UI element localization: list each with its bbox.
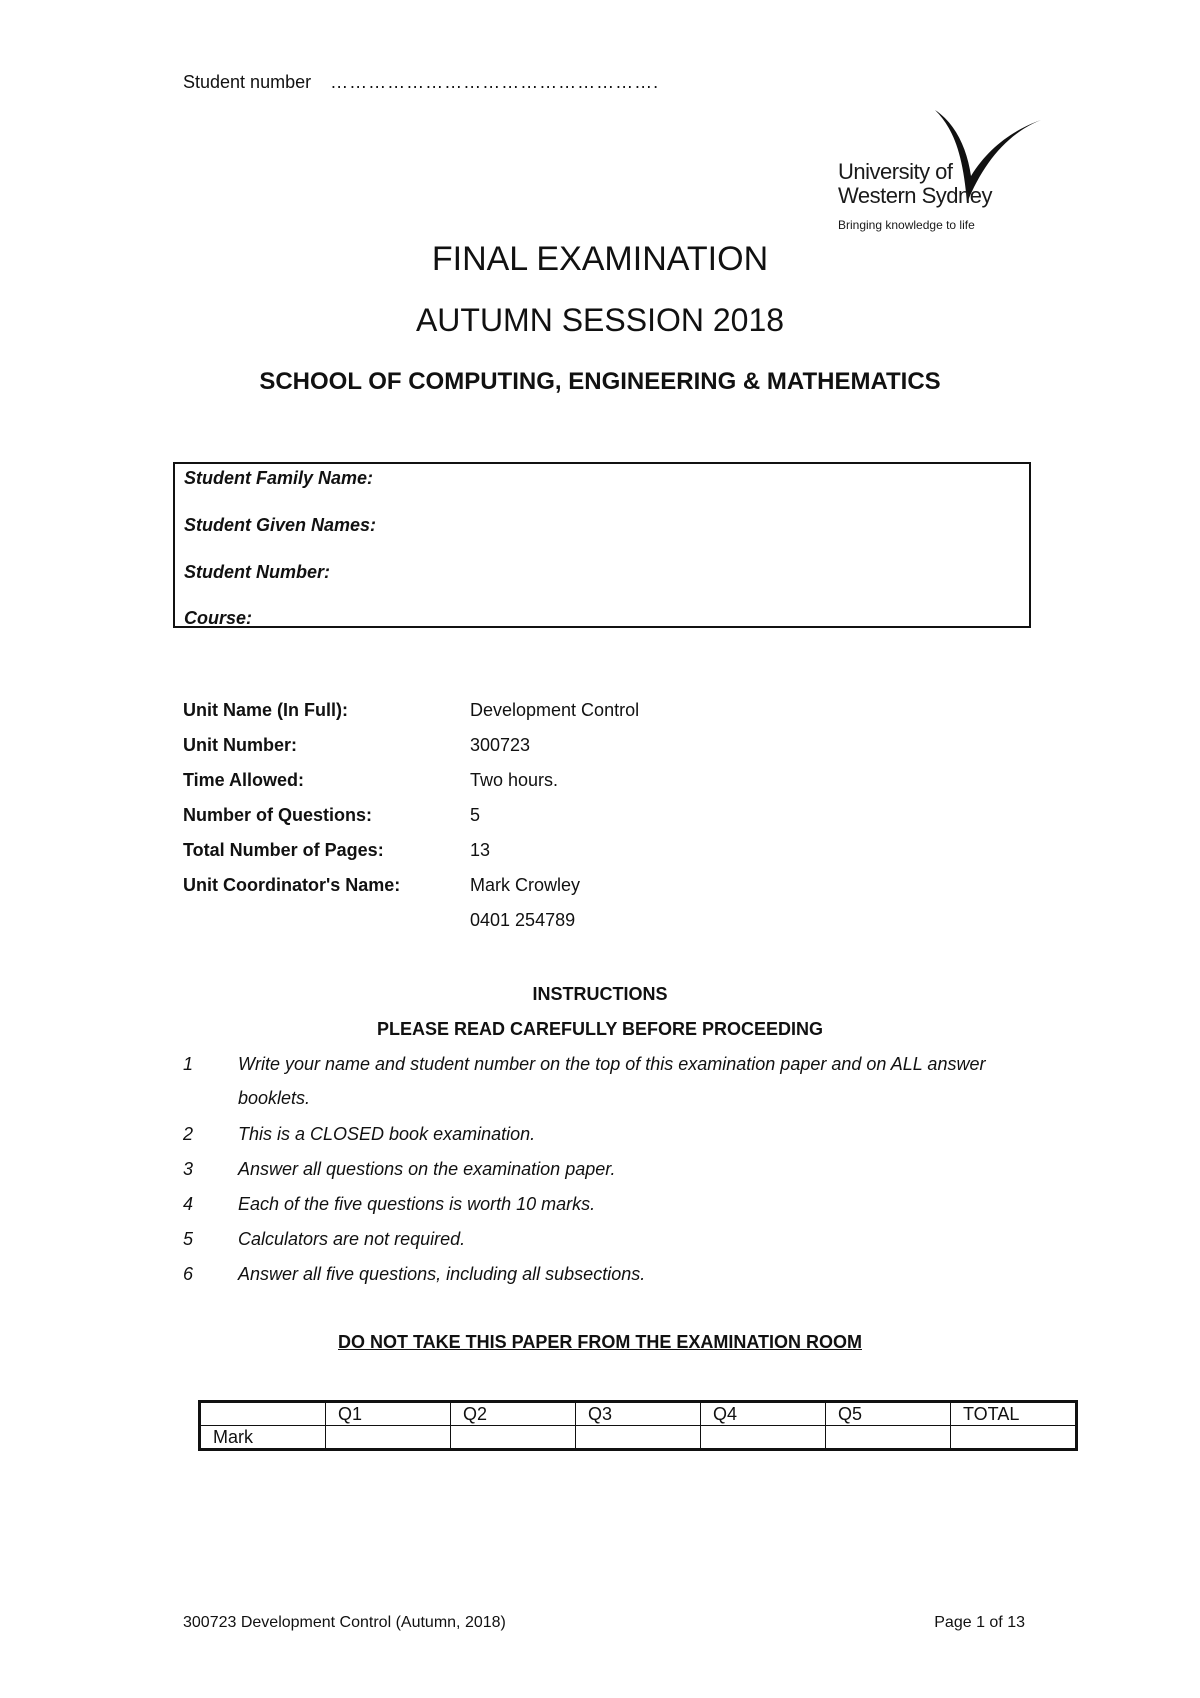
footer-page-number: Page 1 of 13 [934,1614,1025,1631]
student-given-names-label: Student Given Names: [184,515,377,535]
instruction-item [183,1222,1043,1256]
student-number-label-box: Student Number: [184,562,330,582]
university-name-line2: Western Sydney [838,183,993,208]
mark-table-header-cell: Q4 [701,1402,826,1426]
mark-table-header-cell: Q2 [451,1402,576,1426]
detail-label: Unit Name (In Full): [183,700,348,720]
instruction-number: 1 [183,1054,194,1074]
instruction-text: Answer all questions on the examination paper. [238,1159,616,1179]
mark-table-header-cell: TOTAL [951,1402,1077,1426]
mark-cell-q3 [576,1426,701,1450]
instruction-item [183,1047,1043,1115]
detail-value: Development Control [470,700,640,720]
university-name-line1: University of [838,159,953,184]
exam-room-warning: DO NOT TAKE THIS PAPER FROM THE EXAMINATION ROOM [338,1332,862,1352]
detail-row [183,805,883,835]
mark-cell-q1 [326,1426,451,1450]
instruction-text: Write your name and student number on the top of this examination paper and on ALL answer booklets. [238,1054,986,1108]
mark-cell-q5 [826,1426,951,1450]
detail-label: Unit Number: [183,735,297,755]
mark-table-row [200,1426,1077,1450]
detail-row [183,700,883,730]
school-title: SCHOOL OF COMPUTING, ENGINEERING & MATHEMATICS [259,368,941,395]
instruction-item [183,1117,1043,1151]
instruction-number: 3 [183,1159,194,1179]
student-family-name-label: Student Family Name: [184,468,374,488]
instruction-text: Answer all five questions, including all subsections. [238,1264,646,1284]
detail-row [183,875,883,905]
session-title: AUTUMN SESSION 2018 [415,302,785,338]
mark-table-header-cell: Q5 [826,1402,951,1426]
footer-unit-info: 300723 Development Control (Autumn, 2018) [183,1614,506,1631]
detail-value: Two hours. [470,770,559,790]
detail-value: 0401 254789 [470,910,576,930]
detail-value: 5 [470,805,481,825]
detail-row [183,770,883,800]
instruction-text: This is a CLOSED book examination. [238,1124,536,1144]
mark-cell-total [951,1426,1077,1450]
student-details-box [173,462,1031,628]
exam-title: FINAL EXAMINATION [431,240,769,278]
mark-table-header-cell: Q3 [576,1402,701,1426]
instruction-text: Calculators are not required. [238,1229,466,1249]
instruction-item [183,1257,1043,1291]
detail-value: 300723 [470,735,531,755]
detail-row [183,910,883,940]
university-name [838,160,992,208]
detail-label: Time Allowed: [183,770,305,790]
instruction-item [183,1152,1043,1186]
instruction-item [183,1187,1043,1221]
mark-table [198,1400,1078,1451]
detail-row [183,735,883,765]
mark-row-label: Mark [200,1426,326,1450]
detail-label: Number of Questions: [183,805,373,825]
student-number-label: Student number [183,72,312,92]
instruction-text: Each of the five questions is worth 10 marks. [238,1194,596,1214]
instruction-number: 5 [183,1229,194,1249]
detail-row [183,840,883,870]
student-number-header [183,72,659,93]
detail-label: Total Number of Pages: [183,840,384,860]
student-number-blank: ……………………………………………. [330,72,660,92]
detail-value: 13 [470,840,491,860]
mark-cell-q4 [701,1426,826,1450]
university-logo [838,108,1038,238]
detail-value: Mark Crowley [470,875,581,895]
mark-table-header-cell [200,1402,326,1426]
instruction-number: 6 [183,1264,194,1284]
instruction-number: 2 [183,1124,194,1144]
detail-label: Unit Coordinator's Name: [183,875,401,895]
instruction-number: 4 [183,1194,194,1214]
university-tagline: Bringing knowledge to life [838,218,975,232]
mark-cell-q2 [451,1426,576,1450]
course-label: Course: [184,608,253,628]
instructions-heading: INSTRUCTIONS [532,984,668,1004]
mark-table-header-row [200,1402,1077,1426]
instructions-subheading: PLEASE READ CAREFULLY BEFORE PROCEEDING [376,1019,824,1039]
mark-table-header-cell: Q1 [326,1402,451,1426]
